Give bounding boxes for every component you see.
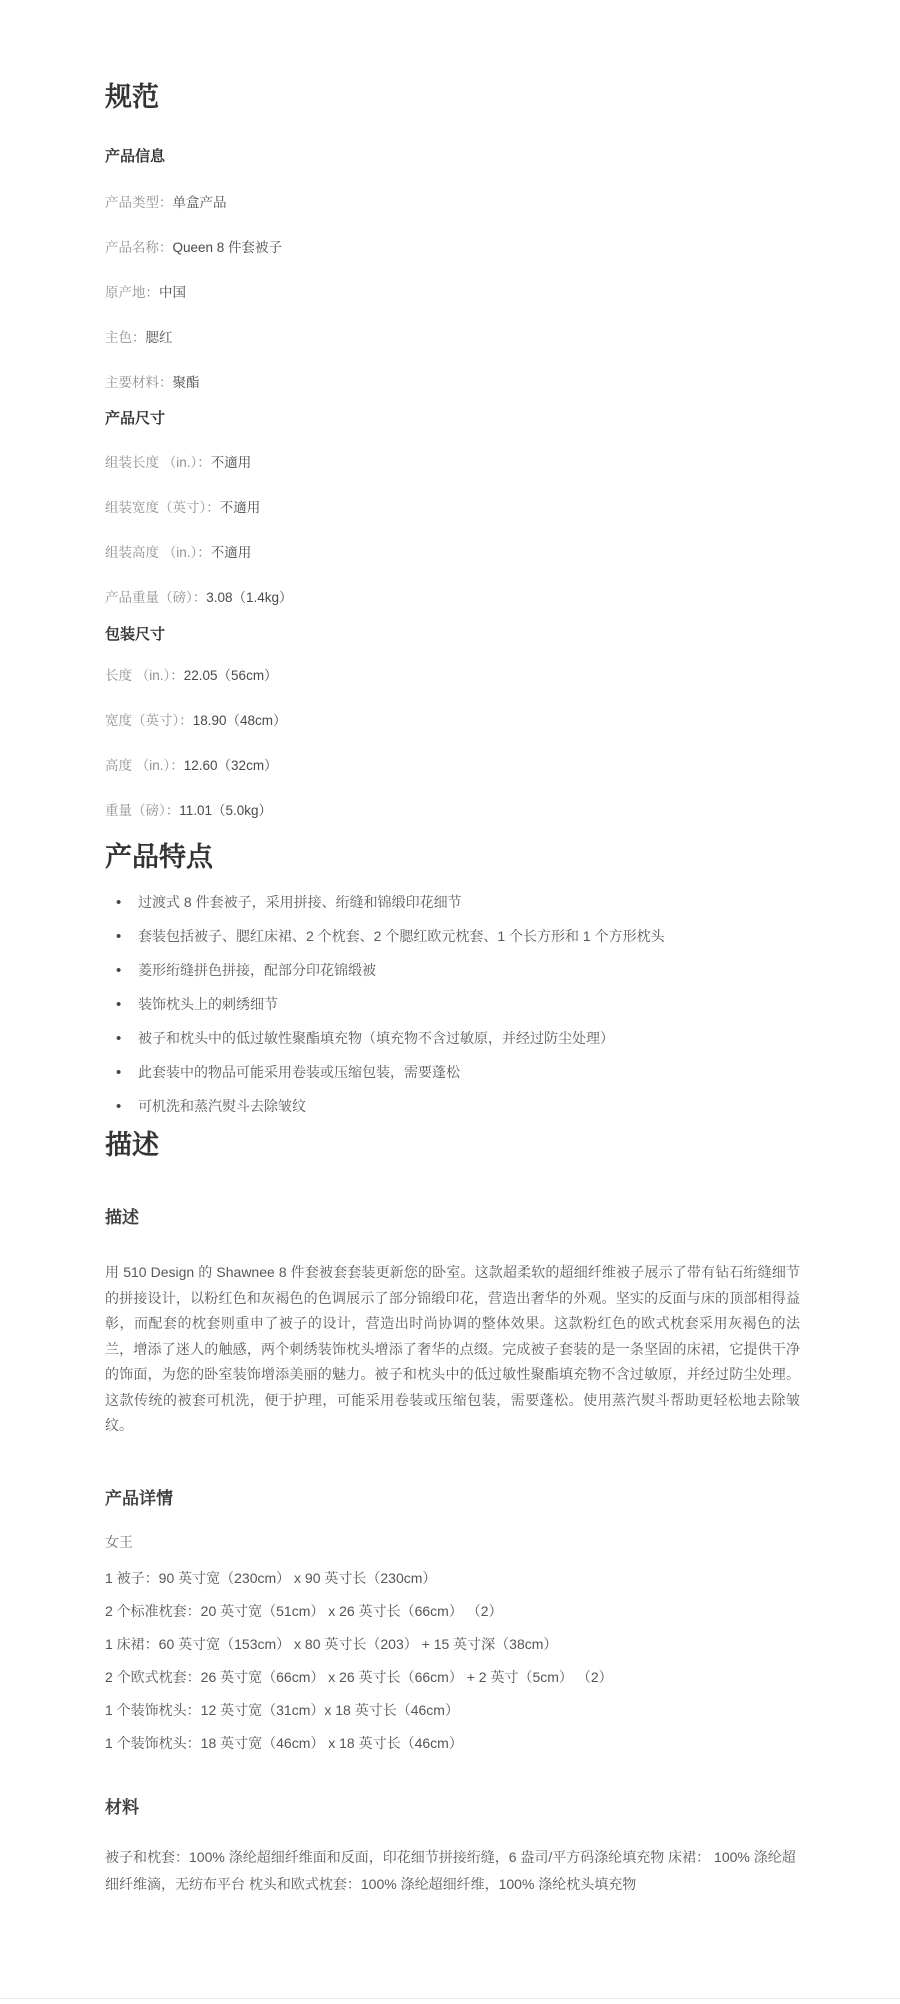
- features-section: [105, 842, 800, 1117]
- feature-item: • 菱形绗缝拼色拼接，配部分印花锦缎被: [138, 960, 786, 981]
- spec-row-assembled-length: [105, 455, 800, 470]
- product-info-section: [105, 148, 800, 390]
- spec-row-main-color: [105, 330, 800, 345]
- spec-value: 聚酯: [172, 375, 200, 390]
- spec-label: 重量（磅）：: [105, 803, 180, 818]
- spec-label: 组装宽度（英寸）：: [105, 500, 220, 515]
- details-line-standard-shams: 2 个标准枕套：20 英寸宽（51cm） x 26 英寸长（66cm） （2）: [105, 1602, 503, 1619]
- feature-item: • 装饰枕头上的刺绣细节: [138, 994, 786, 1015]
- features-list: [105, 892, 800, 1117]
- feature-item: • 此套装中的物品可能采用卷装或压缩包装，需要蓬松: [138, 1062, 786, 1083]
- spec-value: 不適用: [219, 500, 261, 515]
- spec-row-origin: [105, 285, 800, 300]
- spec-value: 腮红: [145, 330, 173, 345]
- feature-item: • 过渡式 8 件套被子，采用拼接、绗缝和锦缎印花细节: [138, 892, 786, 913]
- details-line-euro-shams: 2 个欧式枕套：26 英寸宽（66cm） x 26 英寸长（66cm） + 2 英寸（5cm） （2）: [105, 1668, 613, 1685]
- spec-label: 高度 （in.）：: [105, 758, 184, 773]
- spec-row-product-type: [105, 195, 800, 210]
- spec-label: 产品重量（磅）：: [105, 590, 207, 605]
- details-line-deco-pillow-2: 1 个装饰枕头：18 英寸宽（46cm） x 18 英寸长（46cm）: [105, 1734, 463, 1751]
- feature-item: • 套装包括被子、腮红床裙、2 个枕套、2 个腮红欧元枕套、1 个长方形和 1 个方形枕头: [138, 926, 786, 947]
- description-title: 描述: [105, 1130, 159, 1160]
- size-label: 女王: [105, 1533, 133, 1550]
- details-line-bedskirt: 1 床裙：60 英寸宽（153cm） x 80 英寸长（203） + 15 英寸深（38cm）: [105, 1635, 558, 1652]
- spec-value: 3.08（1.4kg）: [206, 590, 293, 605]
- materials-heading: 材料: [105, 1797, 139, 1817]
- bottom-divider: [0, 1998, 900, 1999]
- spec-value: 11.01（5.0kg）: [179, 803, 273, 818]
- feature-item: • 可机洗和蒸汽熨斗去除皱纹: [138, 1096, 786, 1117]
- product-dimensions-heading: 产品尺寸: [105, 410, 166, 427]
- specifications-title: 规范: [105, 82, 159, 112]
- product-info-heading: 产品信息: [105, 148, 166, 165]
- spec-label: 组装高度 （in.）：: [105, 545, 211, 560]
- spec-value: 单盒产品: [172, 195, 227, 210]
- materials-paragraph: 被子和枕套：100% 涤纶超细纤维面和反面，印花细节拼接绗缝，6 盎司/平方码涤纶填充物 床裙： 100% 涤纶超细纤维滴，无纺布平台 枕头和欧式枕套：100% 涤纶超细纤维，100% 涤纶枕头填充物: [105, 1848, 796, 1892]
- package-dimensions-section: [105, 626, 800, 818]
- spec-row-package-length: [105, 668, 800, 683]
- product-details-heading: 产品详情: [105, 1488, 173, 1508]
- spec-row-product-name: [105, 240, 800, 255]
- spec-label: 组装长度 （in.）：: [105, 455, 211, 470]
- package-dimensions-heading: 包装尺寸: [105, 626, 166, 643]
- product-dimensions-section: [105, 410, 800, 605]
- spec-value: 22.05（56cm）: [183, 668, 278, 683]
- spec-row-assembled-height: [105, 545, 800, 560]
- spec-row-package-weight: [105, 803, 800, 818]
- spec-value: 中国: [159, 285, 186, 300]
- spec-row-product-weight: [105, 590, 800, 605]
- spec-row-package-width: [105, 713, 800, 728]
- spec-label: 产品类型：: [105, 195, 173, 210]
- description-paragraph: 用 510 Design 的 Shawnee 8 件套被套套装更新您的卧室。这款超柔软的超细纤维被子展示了带有钻石绗缝细节的拼接设计，以粉红色和灰褐色的色调展示了部分锦缎印花，营造出奢华的外观。坚实的反面与床的顶部相得益彰，而配套的枕套则重申了被子的设计，营造出时尚协调的整体效果。这款粉红色的欧式枕套采用灰褐色的法兰，增添了迷人的触感，两个刺绣装饰枕头增添了奢华的点缀。完成被子套装的是一条坚固的床裙，它提供干净的饰面，为您的卧室装饰增添美丽的魅力。被子和枕头中的低过敏性聚酯填充物不含过敏原，并经过防尘处理。这款传统的被套可机洗，便于护理，可能采用卷装或压缩包装，需要蓬松。使用蒸汽熨斗帮助更轻松地去除皱纹。: [105, 1264, 800, 1433]
- features-title: 产品特点: [105, 842, 213, 872]
- description-section: [105, 1130, 800, 1439]
- spec-value: Queen 8 件套被子: [172, 240, 283, 255]
- product-details-section: [105, 1489, 800, 1751]
- spec-label: 宽度（英寸）：: [105, 713, 193, 728]
- spec-row-assembled-width: [105, 500, 800, 515]
- spec-row-package-height: [105, 758, 800, 773]
- spec-label: 原产地：: [105, 285, 159, 300]
- details-line-comforter: 1 被子：90 英寸宽（230cm） x 90 英寸长（230cm）: [105, 1569, 437, 1586]
- spec-label: 产品名称：: [105, 240, 173, 255]
- spec-label: 主色：: [105, 330, 146, 345]
- description-sub-heading: 描述: [105, 1208, 139, 1227]
- spec-value: 12.60（32cm）: [183, 758, 278, 773]
- details-list: [105, 1571, 800, 1751]
- spec-label: 主要材料：: [105, 375, 173, 390]
- materials-section: [105, 1798, 800, 1898]
- feature-item: • 被子和枕头中的低过敏性聚酯填充物（填充物不含过敏原，并经过防尘处理）: [138, 1028, 786, 1049]
- details-line-deco-pillow-1: 1 个装饰枕头：12 英寸宽（31cm）x 18 英寸长（46cm）: [105, 1701, 459, 1718]
- spec-value: 不適用: [210, 455, 252, 470]
- spec-value: 18.90（48cm）: [192, 713, 287, 728]
- spec-value: 不適用: [210, 545, 252, 560]
- spec-label: 长度 （in.）：: [105, 668, 184, 683]
- spec-row-main-material: [105, 375, 800, 390]
